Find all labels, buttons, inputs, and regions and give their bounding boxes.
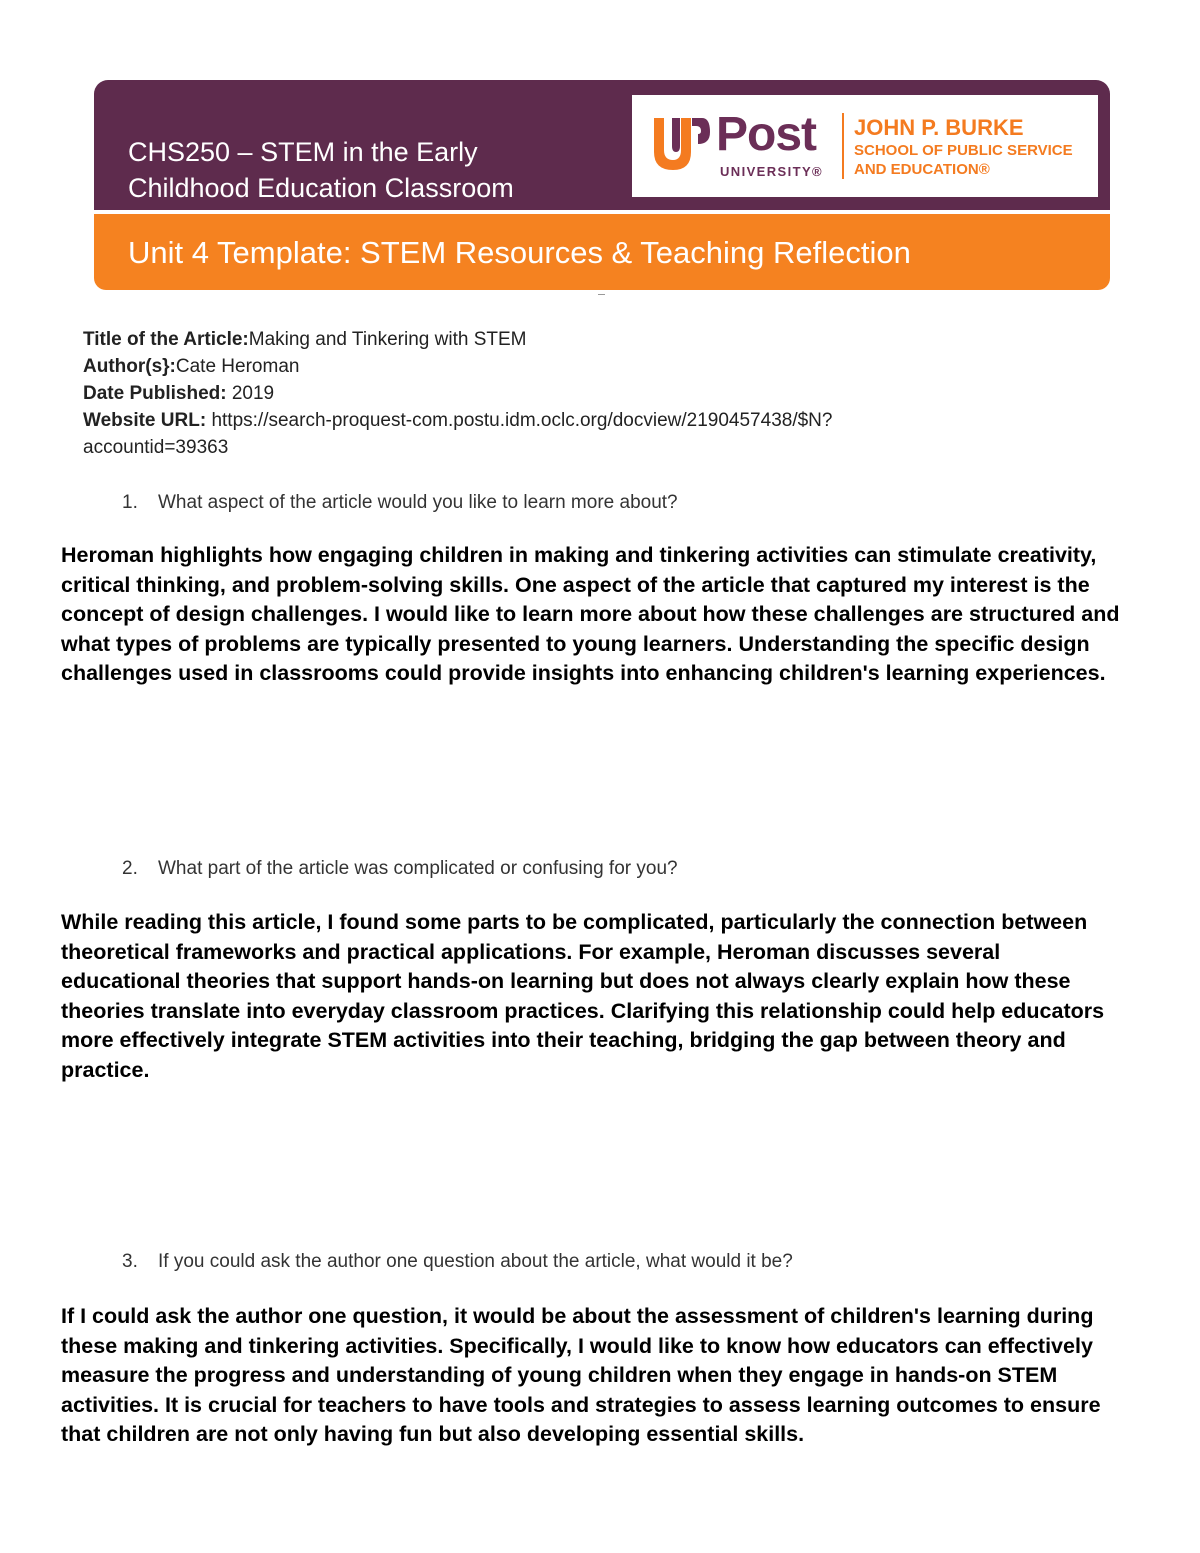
question-2: [122, 855, 678, 882]
school-name-line1: JOHN P. BURKE: [854, 115, 1024, 140]
post-logo-icon: [650, 116, 712, 176]
article-info: [83, 326, 1043, 461]
article-date-value: 2019: [226, 383, 275, 404]
university-logo: [632, 95, 1098, 197]
answer-1: Heroman highlights how engaging children in making and tinkering activities can stimulate creativity, critical thinking, and problem-solving skills. One aspect of the article that captured my interest is the concept of design challenges. I would like to learn more about how these challenges are structured and what types of problems are typically presented to young learners. Understanding the specific design challenges used in classrooms could provide insights into enhancing children's learning experiences.: [61, 543, 1120, 686]
logo-divider: [842, 113, 844, 179]
article-date-line: [83, 380, 1043, 407]
article-date-label: Date Published:: [83, 383, 227, 404]
question-text: If you could ask the author one question about the article, what would it be?: [158, 1251, 793, 1272]
school-name-line3: AND EDUCATION®: [854, 161, 990, 178]
divider-mark: [598, 294, 605, 295]
question-number: 2.: [122, 858, 138, 879]
brand-name: Post: [716, 108, 817, 161]
header-top-band: [94, 80, 1110, 210]
article-author-value: Cate Heroman: [175, 356, 300, 377]
question-1: [122, 489, 678, 516]
article-author-line: [83, 353, 1043, 380]
question-text: What part of the article was complicated or confusing for you?: [158, 858, 678, 879]
article-url-continuation: accountid=39363: [83, 437, 229, 458]
question-number: 1.: [122, 492, 138, 513]
school-name-line2: SCHOOL OF PUBLIC SERVICE: [854, 142, 1073, 159]
article-author-label: Author(s}:: [83, 356, 176, 377]
school-name: [854, 115, 1073, 179]
article-title-label: Title of the Article:: [83, 329, 249, 350]
unit-title: Unit 4 Template: STEM Resources & Teaching Reflection: [128, 235, 911, 270]
answer-2: While reading this article, I found some parts to be complicated, particularly the connection between theoretical frameworks and practical applications. For example, Heroman discusses several educational theories that support hands-on learning but does not always clearly explain how these theories translate into everyday classroom practices. Clarifying this relationship could help educators more effectively integrate STEM activities into their teaching, bridging the gap between theory and practice.: [61, 910, 1105, 1082]
article-title-value: Making and Tinkering with STEM: [248, 329, 527, 350]
header-title-band: [94, 214, 1110, 290]
brand-subtitle: UNIVERSITY®: [720, 164, 823, 179]
article-url-value: https://search-proquest-com.postu.idm.oclc.org/docview/2190457438/$N?: [206, 410, 833, 431]
question-text: What aspect of the article would you like to learn more about?: [158, 492, 678, 513]
question-number: 3.: [122, 1251, 138, 1272]
article-title-line: [83, 326, 1043, 353]
answer-3: If I could ask the author one question, it would be about the assessment of children's learning during these making and tinkering activities. Specifically, I would like to know how educators can effectively measure the progress and understanding of young children when they engage in hands-on STEM activities. It is crucial for teachers to have tools and strategies to assess learning outcomes to ensure that children are not only having fun but also developing essential skills.: [61, 1304, 1101, 1447]
article-url-line: [83, 407, 1043, 434]
article-url-label: Website URL:: [83, 410, 207, 431]
question-3: [122, 1248, 793, 1275]
course-title: CHS250 – STEM in the Early Childhood Education Classroom: [128, 137, 514, 203]
